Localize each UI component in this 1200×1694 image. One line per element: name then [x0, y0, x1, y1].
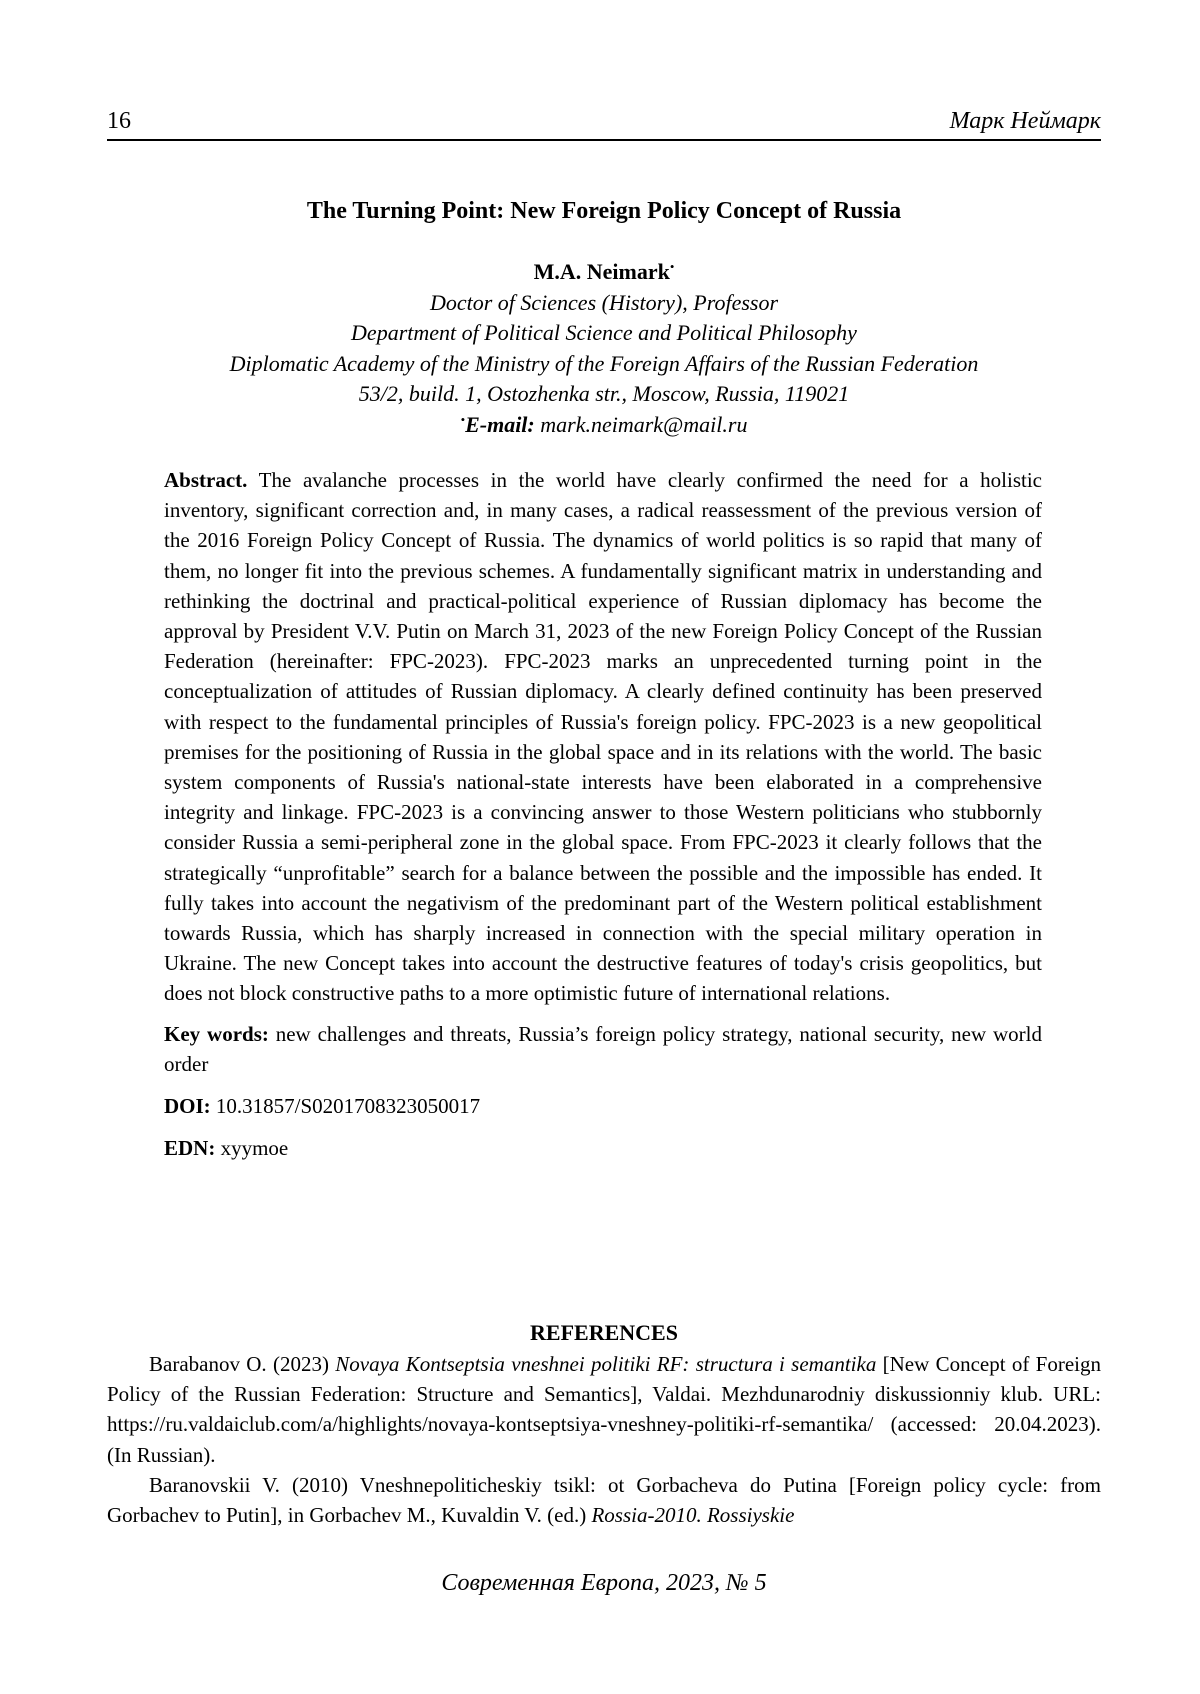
edn-value: xyymoe [220, 1136, 289, 1161]
author-email[interactable]: mark.neimark@mail.ru [540, 411, 748, 437]
abstract-text: The avalanche processes in the world have clearly confirmed the need for a holistic inventory, significant correction and, in many cases, a radical reassessment of the previous version of the 2016 Foreign Policy Concept of Russia. The dynamics of world politics is so rapid that many of them, no longer fit into the previous schemes. A fundamentally significant matrix in understanding and rethinking the doctrinal and practical-political experience of Russian diplomacy has become the approval by President V.V. Putin on March 31, 2023 of the new Foreign Policy Concept of the Russian Federation (hereinafter: FPC-2023). FPC-2023 marks an unprecedented turning point in the conceptualization of attitudes of Russian diplomacy. A clearly defined continuity has been preserved with respect to the fundamental principles of Russia's foreign policy. FPC-2023 is a new geopolitical premises for the positioning of Russia in the global space and in its relations with the world. The basic system components of Russia's national-state interests have been elaborated in a comprehensive integrity and linkage. FPC-2023 is a convincing answer to those Western politicians who stubbornly consider Russia a semi-peripheral zone in the global space. From FPC-2023 it clearly follows that the strategically “unprofitable” search for a balance between the possible and the impossible has ended. It fully takes into account the negativism of the predominant part of the Western political establishment towards Russia, which has sharply increased in connection with the special military operation in Ukraine. The new Concept takes into account the destructive features of today's crisis geopolitics, but does not block constructive paths to a more optimistic future of international relations. [164, 468, 1042, 1006]
abstract-label: Abstract. [164, 468, 248, 492]
page-number: 16 [107, 108, 131, 134]
running-head [107, 103, 1101, 141]
author-institution: Diplomatic Academy of the Ministry of the Foreign Affairs of the Russian Federation [229, 350, 979, 376]
journal-footer: Современная Европа, 2023, № 5 [441, 1570, 767, 1596]
reference-italic-title: Novaya Kontseptsia vneshnei politiki RF: structura i semantika [335, 1352, 877, 1376]
author-address: 53/2, build. 1, Ostozhenka str., Moscow, Russia, 119021 [358, 381, 850, 406]
abstract-section [164, 465, 1042, 1163]
email-footnote-mark: • [460, 411, 466, 427]
author-block [107, 257, 1101, 440]
author-degree: Doctor of Sciences (History), Professor [429, 289, 779, 315]
reference-item [107, 1349, 1101, 1470]
keywords-label: Key words: [164, 1021, 269, 1046]
references-heading: REFERENCES [530, 1320, 678, 1345]
author-department: Department of Political Science and Political Philosophy [351, 320, 857, 345]
doi [164, 1091, 1042, 1121]
doi-label: DOI: [164, 1094, 211, 1119]
article-title: The Turning Point: New Foreign Policy Concept of Russia [306, 198, 902, 224]
running-author: Марк Неймарк [949, 108, 1101, 134]
reference-lead: Baranovskii V. (2010) Vneshnepoliticheskiy tsikl: ot Gorbacheva do Putina [Foreign policy cycle: from Gorbachev to Putin], in Gorbachev M., Kuvaldin V. (ed.) [107, 1472, 1101, 1528]
edn [164, 1133, 1042, 1163]
reference-lead: Barabanov O. (2023) [149, 1352, 336, 1376]
author-line [107, 257, 1101, 288]
reference-tail: [New Concept of Foreign Policy of the Russian Federation: Structure and Semantics], Valdai. Mezhdunarodniy diskussionniy klub. URL: https://ru.valdaiclub.com/a/highlights/novaya-kontseptsiya-vneshney-politiki-rf-semantika/ (accessed: 20.04.2023). (In Russian). [107, 1352, 1101, 1467]
keywords-text: new challenges and threats, Russia’s foreign policy strategy, national security, new world order [164, 1021, 1042, 1076]
references-list [107, 1349, 1101, 1530]
reference-item [107, 1470, 1101, 1530]
reference-italic-title: Rossia-2010. Rossiyskie [591, 1503, 795, 1528]
email-label: E-mail: [465, 411, 535, 437]
footnote-mark: • [669, 259, 675, 274]
doi-value[interactable]: 10.31857/S0201708323050017 [215, 1094, 481, 1119]
edn-label: EDN: [164, 1136, 216, 1161]
abstract [164, 465, 1042, 1009]
author-email-line [107, 410, 1101, 441]
author-name: M.A. Neimark [533, 259, 670, 284]
keywords [164, 1019, 1042, 1079]
